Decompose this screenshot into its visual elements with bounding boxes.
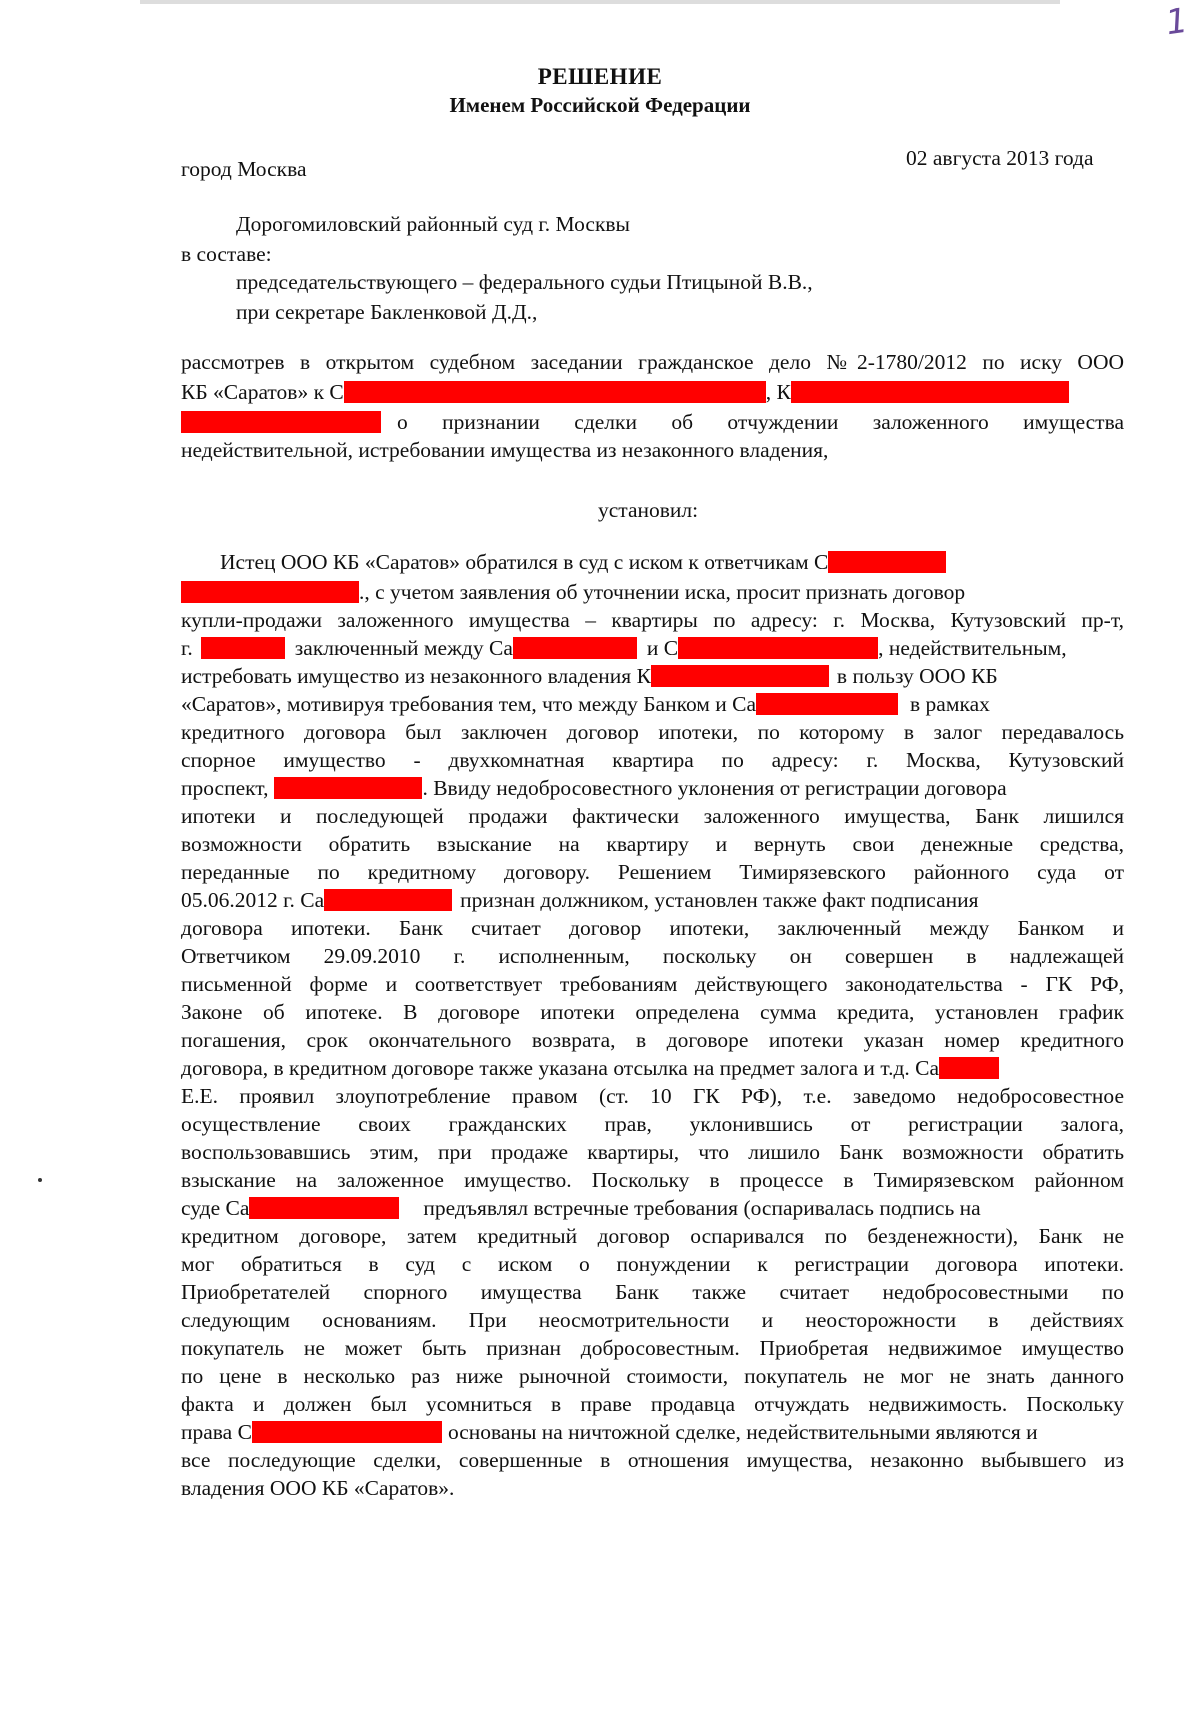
- body-line: погашения, срок окончательного возврата, в договоре ипотеки указан номер кредитного: [181, 1028, 1124, 1052]
- text: . Ввиду недобросовестного уклонения от регистрации договора: [422, 776, 1007, 800]
- scan-edge: [140, 0, 1060, 4]
- redaction: [344, 381, 766, 403]
- established-heading: установил:: [598, 498, 699, 522]
- body-line: [181, 1420, 1038, 1445]
- text: КБ «Саратов» к С: [181, 380, 344, 404]
- body-line: переданные по кредитному договору. Решением Тимирязевского районного суда от: [181, 860, 1124, 884]
- text: истребовать имущество из незаконного владения К: [181, 664, 651, 688]
- redaction: [756, 693, 898, 715]
- judge: председательствующего – федерального судьи Птицыной В.В.,: [236, 270, 813, 294]
- intro-line: рассмотрев в открытом судебном заседании гражданское дело №2-1780/2012 по иску ООО: [181, 350, 1124, 374]
- redaction: [939, 1057, 999, 1079]
- redaction: [678, 637, 878, 659]
- body-line: воспользовавшись этим, при продаже квартиры, что лишило Банк возможности обратить: [181, 1140, 1124, 1164]
- body-line: Ответчиком 29.09.2010 г. исполненным, поскольку он совершен в надлежащей: [181, 944, 1124, 968]
- city: город Москва: [181, 157, 307, 181]
- text: в пользу ООО КБ: [836, 664, 998, 688]
- body-line: кредитном договоре, затем кредитный договор оспаривался по безденежности), Банк не: [181, 1224, 1124, 1248]
- body-line: по цене в несколько раз ниже рыночной стоимости, покупатель не мог не знать данного: [181, 1364, 1124, 1388]
- text: признан должником, установлен также факт подписания: [460, 888, 979, 912]
- scan-speck: [38, 1178, 42, 1182]
- text: права С: [181, 1420, 252, 1444]
- body-line: [181, 1056, 999, 1081]
- intro-line: недействительной, истребовании имущества из незаконного владения,: [181, 438, 829, 462]
- document-title: РЕШЕНИЕ: [537, 64, 663, 89]
- text: суде Са: [181, 1196, 250, 1220]
- body-line: возможности обратить взыскание на квартиру и вернуть свои денежные средства,: [181, 832, 1124, 856]
- handwritten-page-number: 1: [1163, 0, 1191, 44]
- body-line: кредитного договора был заключен договор ипотеки, по которому в залог передавалось: [181, 720, 1124, 744]
- court-composition: в составе:: [181, 242, 272, 266]
- body-line: Е.Е. проявил злоупотребление правом (ст. 10 ГК РФ), т.е. заведомо недобросовестное: [181, 1084, 1124, 1108]
- text: проспект,: [181, 776, 269, 800]
- text: и С: [646, 636, 679, 660]
- body-line: взыскание на заложенное имущество. Поскольку в процессе в Тимирязевском районном: [181, 1168, 1124, 1192]
- body-line: спорное имущество - двухкомнатная квартира по адресу: г. Москва, Кутузовский: [181, 748, 1124, 772]
- body-line: ипотеки и последующей продажи фактически заложенного имущества, Банк лишился: [181, 804, 1124, 828]
- text: предъявлял встречные требования (оспаривалась подпись на: [423, 1196, 981, 1220]
- body-line: следующим основаниям. При неосмотрительности и неосторожности в действиях: [181, 1308, 1124, 1332]
- date: 02 августа 2013 года: [906, 146, 1094, 170]
- body-line: мог обратиться в суд с иском о понуждении к регистрации договора ипотеки.: [181, 1252, 1124, 1276]
- body-line: факта и должен был усомниться в праве продавца отчуждать недвижимость. Поскольку: [181, 1392, 1124, 1416]
- body-line: Приобретателей спорного имущества Банк также считает недобросовестными по: [181, 1280, 1124, 1304]
- body-line: [181, 636, 1067, 661]
- redaction: [252, 1421, 442, 1443]
- text: в рамках: [910, 692, 990, 716]
- text: договора, в кредитном договоре также указана отсылка на предмет залога и т.д. Са: [181, 1056, 940, 1080]
- body-line: владения ООО КБ «Саратов».: [181, 1476, 455, 1500]
- redaction: [274, 777, 422, 799]
- intro-line: о признании сделки об отчуждении заложенного имущества: [397, 410, 1124, 434]
- redaction: [249, 1197, 399, 1219]
- body-line: [181, 776, 1007, 801]
- intro-line: [181, 410, 395, 435]
- text: , К: [765, 380, 791, 404]
- body-line: купли-продажи заложенного имущества – квартиры по адресу: г. Москва, Кутузовский пр-т,: [181, 608, 1124, 632]
- body-line: все последующие сделки, совершенные в отношения имущества, незаконно выбывшего из: [181, 1448, 1124, 1472]
- body-line: осуществление своих гражданских прав, уклонившись от регистрации залога,: [181, 1112, 1124, 1136]
- body-line: Законе об ипотеке. В договоре ипотеки определена сумма кредита, установлен график: [181, 1000, 1124, 1024]
- redaction: [201, 637, 285, 659]
- text: заключенный между Са: [294, 636, 513, 660]
- redaction: [181, 411, 381, 433]
- body-line: [181, 664, 998, 689]
- text: Истец ООО КБ «Саратов» обратился в суд с иском к ответчикам С: [220, 550, 829, 574]
- body-line: покупатель не может быть признан добросовестным. Приобретая недвижимое имущество: [181, 1336, 1124, 1360]
- redaction: [791, 381, 1069, 403]
- text: , недействительным,: [878, 636, 1067, 660]
- body-line: [181, 888, 979, 913]
- document-subtitle: Именем Российской Федерации: [449, 93, 751, 117]
- redaction: [828, 551, 946, 573]
- text: «Саратов», мотивируя требования тем, что между Банком и Са: [181, 692, 757, 716]
- redaction: [324, 889, 452, 911]
- text: ., с учетом заявления об уточнении иска, просит признать договор: [359, 580, 966, 604]
- text: г.: [181, 636, 193, 660]
- court-name: Дорогомиловский районный суд г. Москвы: [236, 212, 630, 236]
- body-line: договора ипотеки. Банк считает договор ипотеки, заключенный между Банком и: [181, 916, 1124, 940]
- body-line: [181, 580, 965, 605]
- secretary: при секретаре Бакленковой Д.Д.,: [236, 300, 538, 324]
- intro-line: [181, 380, 1069, 405]
- body-line: [220, 550, 946, 575]
- text: 05.06.2012 г. Са: [181, 888, 325, 912]
- redaction: [181, 581, 359, 603]
- redaction: [651, 665, 829, 687]
- body-line: [181, 692, 990, 717]
- redaction: [513, 637, 637, 659]
- body-line: [181, 1196, 981, 1221]
- text: основаны на ничтожной сделке, недействительными являются и: [447, 1420, 1038, 1444]
- body-line: письменной форме и соответствует требованиям действующего законодательства - ГК РФ,: [181, 972, 1124, 996]
